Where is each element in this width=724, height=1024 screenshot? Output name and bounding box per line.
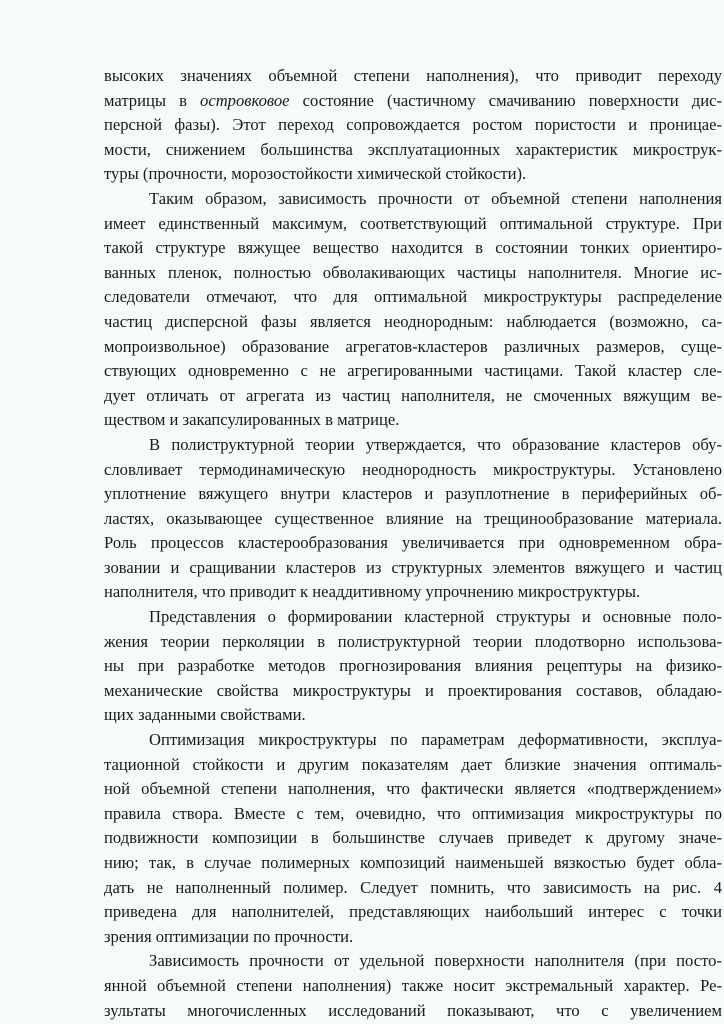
text-line: щих заданными свойствами. (104, 705, 306, 725)
text-line: туры (прочности, морозостойкости химической стойкости). (104, 164, 527, 184)
text-line: ной объемной степени наполнения, что фактически является «подтверждением» (104, 779, 722, 799)
paragraph (104, 605, 722, 728)
text-line: дует отличать от агрегата из частиц наполнителя, не смоченных вяжущим ве- (104, 385, 722, 405)
text-line: механические свойства микроструктуры и проектирования составов, обладаю- (104, 680, 722, 700)
text-line: ны при разработке методов прогнозирования влияния рецептуры на физико- (104, 656, 722, 676)
text-line: ществом и закапсулированных в матрице. (104, 410, 400, 430)
paragraph (104, 187, 722, 433)
text-fragment: матрицы в (104, 90, 201, 110)
text-line: имеет единственный максимум, соответствующий оптимальной структуре. При (104, 213, 722, 233)
text-line: приведена для наполнителей, представляющих наибольший интерес с точки (104, 902, 722, 922)
text-line: мости, снижением большинства эксплуатационных характеристик микрострук- (104, 139, 722, 159)
text-line: дать не наполненный полимер. Следует помнить, что зависимость на рис. 4 (104, 877, 722, 897)
paragraph (104, 64, 722, 187)
text-line: следователи отмечают, что для оптимальной микроструктуры распределение (104, 287, 722, 307)
paragraph (104, 433, 722, 605)
text-line: янной объемной степени наполнения) также носит экстремальный характер. Ре- (104, 975, 722, 995)
text-line: тационной стойкости и другим показателям дает близкие значения оптималь- (104, 754, 722, 774)
text-line (104, 89, 722, 114)
text-line: словливает термодинамическую неоднородность микроструктуры. Установлено (104, 459, 722, 479)
italic-term: островковое (200, 90, 290, 110)
text-line: нию; так, в случае полимерных композиций наименьшей вязкостью будет обла- (104, 853, 722, 872)
text-line: Оптимизация микроструктуры по параметрам деформативности, эксплуа- (149, 730, 722, 750)
text-line: Роль процессов кластерообразования увеличивается при одновременном обра- (104, 533, 722, 553)
text-line: Таким образом, зависимость прочности от объемной степени наполнения (149, 188, 722, 208)
text-line: наполнителя, что приводит к неаддитивному упрочнению микроструктуры. (104, 582, 641, 602)
text-line: мопроизвольное) образование агрегатов-кластеров различных размеров, суще- (104, 336, 722, 356)
text-line: зрения оптимизации по прочности. (104, 926, 354, 946)
text-line: высоких значениях объемной степени наполнения), что приводит переходу (104, 66, 722, 85)
text-fragment: состояние (частичному смачиванию поверхности дис- (289, 90, 722, 110)
paragraph (104, 949, 722, 1023)
text-line: ствующих одновременно с не агрегированными частицами. Такой кластер сле- (104, 361, 722, 381)
text-line: ванных пленок, полностью обволакивающих частицы наполнителя. Многие ис- (104, 262, 722, 282)
document-page (104, 64, 722, 1023)
text-line: частиц дисперсной фазы является неоднородным: наблюдается (возможно, са- (104, 311, 722, 331)
paragraph (104, 728, 722, 949)
text-line: В полиструктурной теории утверждается, что образование кластеров обу- (149, 434, 722, 454)
text-line: ластях, оказывающее существенное влияние на трещинообразование материала. (104, 508, 722, 528)
text-line: зовании и сращивании кластеров из структурных элементов вяжущего и частиц (104, 557, 722, 577)
text-line: жения теории перколяции в полиструктурной теории плодотворно использова- (104, 631, 722, 651)
text-line: персной фазы). Этот переход сопровождается ростом пористости и проницае- (104, 115, 722, 135)
text-line: Представления о формировании кластерной структуры и основные поло- (149, 607, 722, 627)
text-line: Зависимость прочности от удельной поверхности наполнителя (при посто- (149, 951, 722, 971)
text-line: уплотнение вяжущего внутри кластеров и разуплотнение в периферийных об- (104, 484, 722, 504)
text-line: такой структуре вяжущее вещество находится в состоянии тонких ориентиро- (104, 238, 722, 258)
text-line: правила створа. Вместе с тем, очевидно, что оптимизация микроструктуры по (104, 803, 722, 823)
text-line: зультаты многочисленных исследований показывают, что с увеличением (104, 1000, 722, 1020)
text-line: подвижности композиции в большинстве случаев приведет к другому значе- (104, 828, 722, 848)
